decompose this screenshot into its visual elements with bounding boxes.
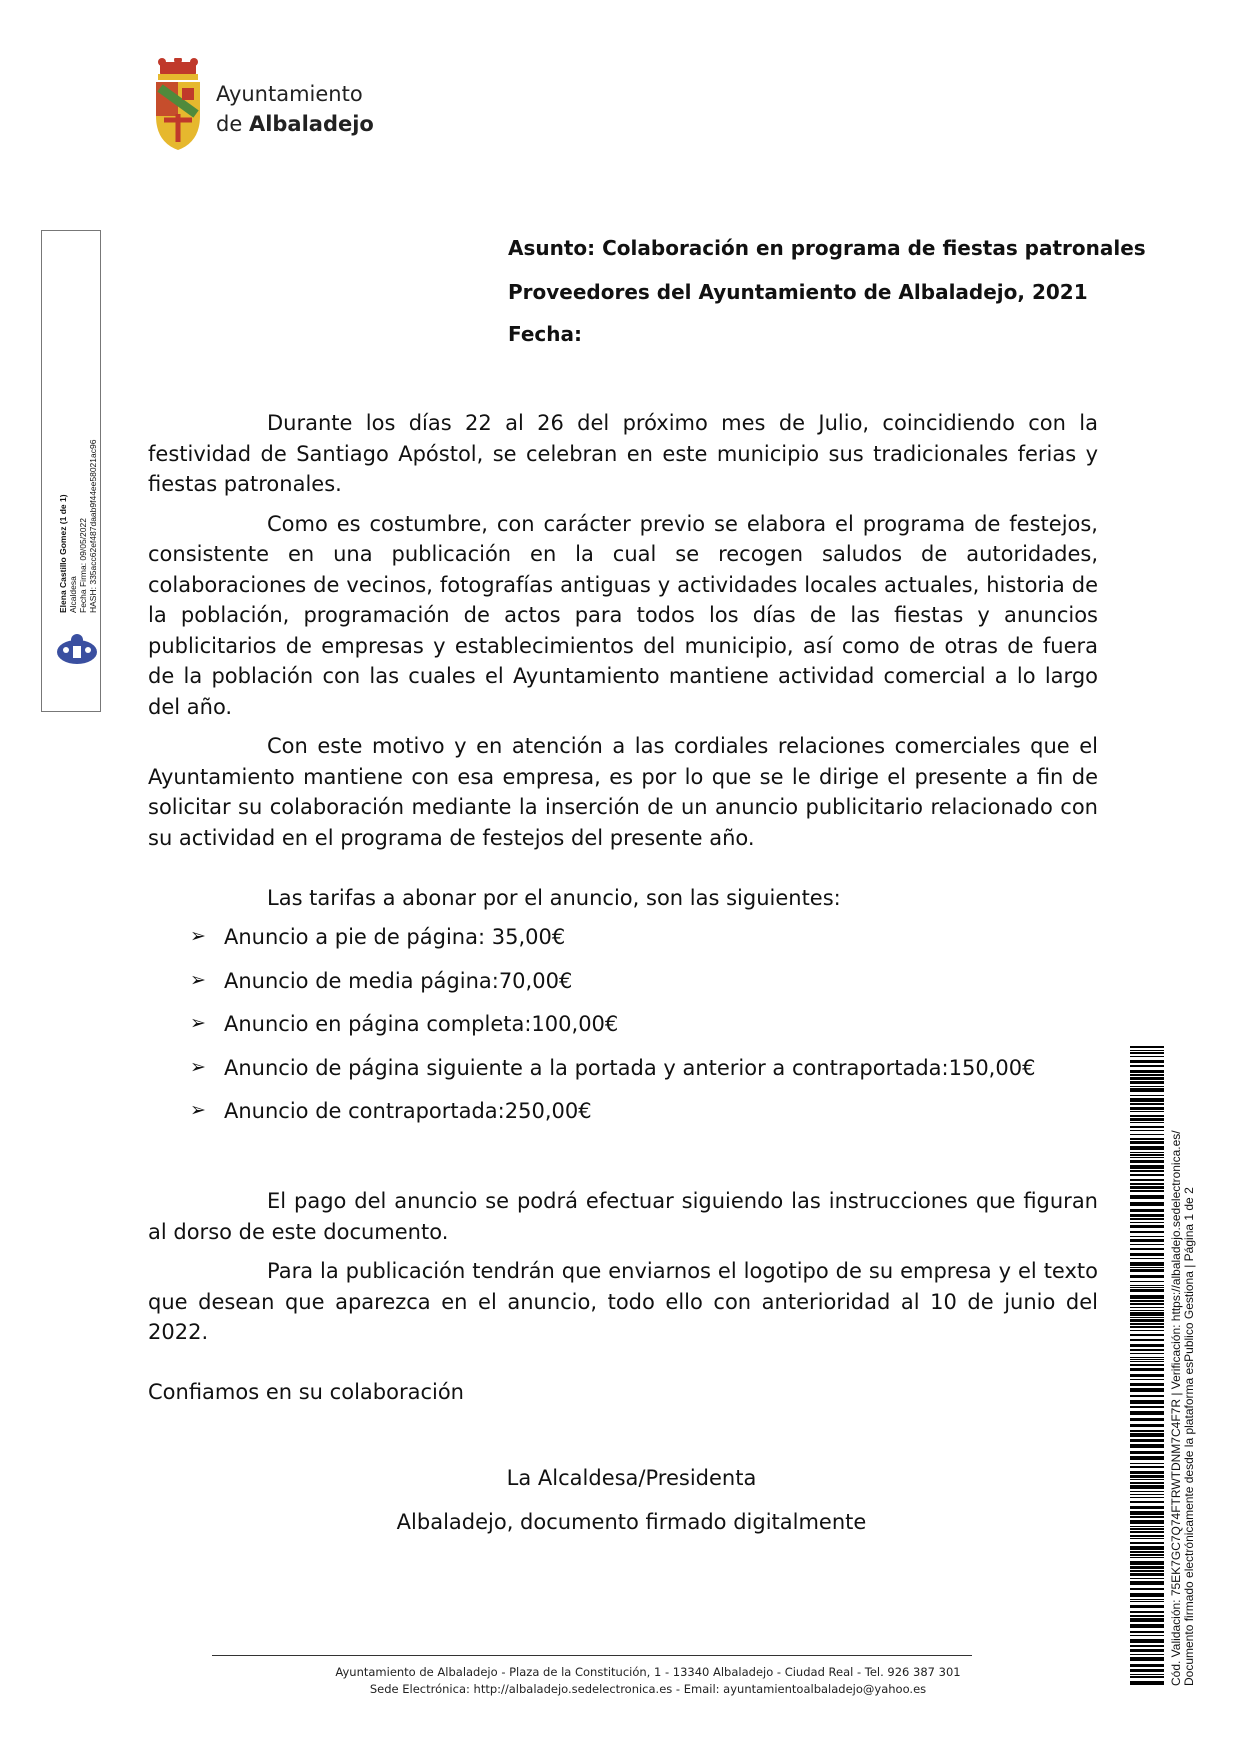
barcode-bar (1130, 1456, 1164, 1460)
barcode-bar (1130, 1222, 1164, 1223)
barcode-bar (1130, 1065, 1164, 1067)
barcode-bar (1130, 1674, 1164, 1675)
barcode-bar (1130, 1154, 1164, 1156)
barcode-bar (1130, 1631, 1164, 1633)
tarifas-list (190, 925, 1035, 1143)
signer-title: La Alcaldesa/Presidenta (506, 1466, 757, 1490)
barcode-bar (1130, 1538, 1164, 1539)
barcode-bar (1130, 1406, 1164, 1408)
org-name-prefix: de (216, 112, 243, 136)
barcode-bar (1130, 1179, 1164, 1181)
barcode-bar (1130, 1236, 1164, 1237)
barcode-bar (1130, 1353, 1164, 1354)
barcode-bar (1130, 1451, 1164, 1454)
barcode-bar (1130, 1209, 1164, 1212)
barcode-bar (1130, 1267, 1164, 1268)
barcode-bar (1130, 1300, 1164, 1302)
barcode-bar (1130, 1475, 1164, 1478)
tarifa-text: Anuncio a pie de página: 35,00€ (224, 925, 566, 949)
barcode-bar (1130, 1295, 1164, 1299)
list-item (190, 925, 1035, 969)
barcode-bar (1130, 1388, 1164, 1392)
barcode-bar (1130, 1312, 1164, 1316)
barcode-bar (1130, 1183, 1164, 1185)
signature-date: Fecha Firma: 09/05/2022 (78, 518, 88, 613)
arrow-bullet-icon: ➢ (190, 1012, 206, 1034)
barcode-bar (1130, 1074, 1164, 1076)
signer-role: Alcaldesa (68, 576, 78, 613)
barcode-bar (1130, 1126, 1164, 1128)
barcode-bar (1130, 1535, 1164, 1537)
barcode-bar (1130, 1601, 1164, 1602)
barcode-bar (1130, 1649, 1164, 1652)
barcode-bar (1130, 1214, 1164, 1217)
arrow-bullet-icon: ➢ (190, 1099, 206, 1121)
barcode-bar (1130, 1052, 1164, 1054)
barcode-bar (1130, 1418, 1164, 1421)
barcode-bar (1130, 1551, 1164, 1553)
barcode-bar (1130, 1330, 1164, 1331)
barcode-bar (1130, 1485, 1164, 1489)
paragraph: Con este motivo y en atención a las cordiales relaciones comerciales que el Ayuntamiento mantiene con esa empresa, es por lo que se le dirige el presente a fin de solicitar su colaboración mediante la inserción de un anuncio publicitario relacionado con su actividad en el programa de festejos del presente año. (148, 734, 1098, 850)
barcode-bar (1130, 1361, 1164, 1362)
org-name-line2 (216, 112, 374, 136)
list-item (190, 1056, 1035, 1100)
barcode-bar (1130, 1103, 1164, 1105)
barcode-bar (1130, 1561, 1164, 1565)
barcode-bar (1130, 1056, 1164, 1057)
barcode-bar (1130, 1141, 1164, 1144)
date-label: Fecha: (508, 322, 583, 346)
closing-line: Confiamos en su colaboración (148, 1380, 464, 1404)
validation-platform: Documento firmado electrónicamente desde la plataforma esPublico Gestiona | Página 1 de 2 (1182, 1187, 1196, 1686)
barcode-bar (1130, 1344, 1164, 1347)
barcode-bar (1130, 1115, 1164, 1117)
barcode-bar (1130, 1157, 1164, 1158)
barcode-bar (1130, 1374, 1164, 1377)
barcode-bar (1130, 1424, 1164, 1427)
barcode-bar (1130, 1411, 1164, 1415)
barcode-bar (1130, 1511, 1164, 1515)
barcode-bar (1130, 1599, 1164, 1600)
barcode-bar (1130, 1657, 1164, 1661)
signature-place: Albaladejo, documento firmado digitalmente (396, 1510, 867, 1534)
barcode-bar (1130, 1269, 1164, 1272)
barcode-bar (1130, 1557, 1164, 1558)
footer-divider (212, 1655, 972, 1656)
barcode-bar (1130, 1253, 1164, 1256)
barcode-bar (1130, 1170, 1164, 1172)
signature-details (58, 373, 98, 613)
barcode-bar (1130, 1573, 1164, 1576)
barcode-bar (1130, 1289, 1164, 1292)
paragraph: El pago del anuncio se podrá efectuar siguiendo las instrucciones que figuran al dorso de este documento. (148, 1189, 1098, 1244)
barcode-bar (1130, 1605, 1164, 1608)
barcode-bar (1130, 1111, 1164, 1112)
barcode-bar (1130, 1578, 1164, 1579)
barcode-bar (1130, 1566, 1164, 1569)
barcode-bar (1130, 1531, 1164, 1533)
barcode-bar (1130, 1287, 1164, 1288)
barcode-bar (1130, 1046, 1164, 1048)
letter-body (148, 408, 1098, 862)
arrow-bullet-icon: ➢ (190, 1055, 206, 1078)
barcode-bar (1130, 1439, 1164, 1442)
barcode-bar (1130, 1303, 1164, 1305)
barcode-bar (1130, 1463, 1164, 1464)
barcode-bar (1130, 1130, 1164, 1131)
coat-of-arms-logo (150, 58, 206, 152)
tarifa-text: Anuncio de contraportada:250,00€ (224, 1099, 592, 1123)
barcode-bar (1130, 1554, 1164, 1556)
barcode-bar (1130, 1526, 1164, 1527)
barcode-bar (1130, 1542, 1164, 1544)
barcode-bar (1130, 1645, 1164, 1647)
barcode-bar (1130, 1152, 1164, 1153)
barcode-bar (1130, 1218, 1164, 1220)
barcode-bar (1130, 1258, 1164, 1259)
seal-icon (54, 632, 100, 668)
paragraph: Como es costumbre, con carácter previo se elabora el programa de festejos, consistente en una publicación en la cual se recogen saludos de autoridades, colaboraciones de vecinos, fotografías antiguas y actividades locales actuales, historia de la población, programación de actos para todos los días de las fiestas y anuncios publicitarios de empresas y establecimientos del municipio, así como de otras de fuera de la población con las cuales el Ayuntamiento mantiene actividad comercial a lo largo del año. (148, 511, 1098, 719)
barcode-bar (1130, 1262, 1164, 1266)
barcode-bar (1130, 1444, 1164, 1448)
tarifa-text: Anuncio en página completa:100,00€ (224, 1012, 619, 1036)
barcode-bar (1130, 1225, 1164, 1228)
barcode-bar (1130, 1635, 1164, 1636)
barcode-bar (1130, 1165, 1164, 1169)
barcode-bar (1130, 1202, 1164, 1206)
barcode-bar (1130, 1339, 1164, 1341)
tarifas-intro: Las tarifas a abonar por el anuncio, son las siguientes: (267, 886, 841, 910)
barcode-bar (1130, 1081, 1164, 1084)
signature-hash: HASH: 335acc62ef487daab9f44ee58021ac96 (88, 439, 98, 613)
barcode-bar (1130, 1479, 1164, 1480)
barcode-bar (1130, 1368, 1164, 1371)
barcode-bar (1130, 1494, 1164, 1495)
barcode-bar (1130, 1231, 1164, 1233)
barcode-bar (1130, 1317, 1164, 1318)
tarifa-text: Anuncio de página siguiente a la portada y anterior a contraportada:150,00€ (224, 1055, 1036, 1080)
validation-text (1170, 1046, 1196, 1686)
barcode-bar (1130, 1359, 1164, 1360)
barcode-bar (1130, 1160, 1164, 1163)
barcode-bar (1130, 1611, 1164, 1613)
footer-contact: Sede Electrónica: http://albaladejo.sedelectronica.es - Email: ayuntamientoalbaladejo@yahoo.es (369, 1682, 927, 1696)
barcode-bar (1130, 1430, 1164, 1432)
barcode-bar (1130, 1107, 1164, 1110)
barcode-bar (1130, 1134, 1164, 1135)
barcode-bar (1130, 1624, 1164, 1628)
barcode-bar (1130, 1138, 1164, 1140)
barcode-bar (1130, 1482, 1164, 1484)
barcode-bar (1130, 1195, 1164, 1199)
barcode-bar (1130, 1070, 1164, 1073)
barcode-bar (1130, 1323, 1164, 1325)
barcode-bar (1130, 1639, 1164, 1643)
org-name-line1: Ayuntamiento (216, 82, 363, 106)
barcode-bar (1130, 1190, 1164, 1192)
barcode-bar (1130, 1669, 1164, 1672)
barcode-bar (1130, 1349, 1164, 1351)
barcode-bar (1130, 1379, 1164, 1380)
barcode-bar (1130, 1395, 1164, 1397)
barcode-bar (1130, 1400, 1164, 1404)
barcode-bar (1130, 1326, 1164, 1328)
barcode-bar (1130, 1122, 1164, 1123)
list-item (190, 1099, 1035, 1143)
barcode-bar (1130, 1593, 1164, 1597)
list-item (190, 1012, 1035, 1056)
barcode-bar (1130, 1570, 1164, 1572)
barcode-bar (1130, 1285, 1164, 1286)
barcode-bar (1130, 1433, 1164, 1437)
barcode-bar (1130, 1086, 1164, 1087)
barcode-bar (1130, 1528, 1164, 1530)
subject-line: Asunto: Colaboración en programa de fiestas patronales (508, 236, 1146, 260)
recipient-line: Proveedores del Ayuntamiento de Albaladejo, 2021 (508, 280, 1088, 304)
barcode-bar (1130, 1615, 1164, 1617)
barcode-bar (1130, 1471, 1164, 1474)
barcode-bar (1130, 1244, 1164, 1245)
barcode-bar (1130, 1588, 1164, 1590)
barcode-bar (1130, 1383, 1164, 1386)
list-item (190, 969, 1035, 1013)
barcode-bar (1130, 1239, 1164, 1242)
barcode-bar (1130, 1050, 1164, 1051)
arrow-bullet-icon: ➢ (190, 925, 206, 947)
signer-name: Elena Castillo Gomez (1 de 1) (58, 494, 68, 613)
barcode-bar (1130, 1501, 1164, 1503)
barcode-bar (1130, 1681, 1164, 1685)
barcode-bar (1130, 1516, 1164, 1518)
barcode-bar (1130, 1546, 1164, 1550)
tarifa-text: Anuncio de media página:70,00€ (224, 968, 573, 993)
barcode-bar (1130, 1664, 1164, 1667)
barcode-bar (1130, 1654, 1164, 1655)
barcode-bar (1130, 1077, 1164, 1080)
barcode-bar (1130, 1186, 1164, 1189)
barcode-bar (1130, 1088, 1164, 1092)
barcode-bar (1130, 1581, 1164, 1585)
barcode-bar (1130, 1497, 1164, 1498)
letter-body-continued (148, 1186, 1098, 1357)
barcode (1130, 1046, 1164, 1686)
barcode-bar (1130, 1146, 1164, 1150)
barcode-bar (1130, 1060, 1164, 1063)
barcode-bar (1130, 1466, 1164, 1468)
barcode-bar (1130, 1319, 1164, 1322)
barcode-bar (1130, 1095, 1164, 1096)
barcode-bar (1130, 1307, 1164, 1308)
barcode-bar (1130, 1248, 1164, 1250)
barcode-bar (1130, 1506, 1164, 1509)
barcode-bar (1130, 1520, 1164, 1524)
barcode-bar (1130, 1618, 1164, 1622)
barcode-bar (1130, 1281, 1164, 1282)
barcode-bar (1130, 1364, 1164, 1366)
barcode-bar (1130, 1275, 1164, 1278)
arrow-bullet-icon: ➢ (190, 968, 206, 991)
barcode-bar (1130, 1098, 1164, 1102)
paragraph: Durante los días 22 al 26 del próximo mes de Julio, coincidiendo con la festividad de Santiago Apóstol, se celebran en este municipio sus tradicionales ferias y fiestas patronales. (148, 411, 1098, 496)
paragraph: Para la publicación tendrán que enviarnos el logotipo de su empresa y el texto que desean que aparezca en el anuncio, todo ello con anterioridad al 10 de junio del 2022. (148, 1259, 1098, 1344)
validation-code: Cód. Validación: 75EK7GC7Q74FTRWTDNM7C4F7R | Verificación: https://albaladejo.sedelectronica.es/ (1169, 1130, 1183, 1686)
barcode-bar (1130, 1676, 1164, 1678)
barcode-bar (1130, 1334, 1164, 1336)
footer-address: Ayuntamiento de Albaladejo - Plaza de la Constitución, 1 - 13340 Albaladejo - Ciudad Real - Tel. 926 387 301 (335, 1665, 961, 1679)
barcode-bar (1130, 1174, 1164, 1176)
barcode-bar (1130, 1310, 1164, 1311)
barcode-bar (1130, 1357, 1164, 1358)
org-name-town: Albaladejo (248, 112, 374, 136)
barcode-bar (1130, 1118, 1164, 1121)
barcode-bar (1130, 1491, 1164, 1492)
